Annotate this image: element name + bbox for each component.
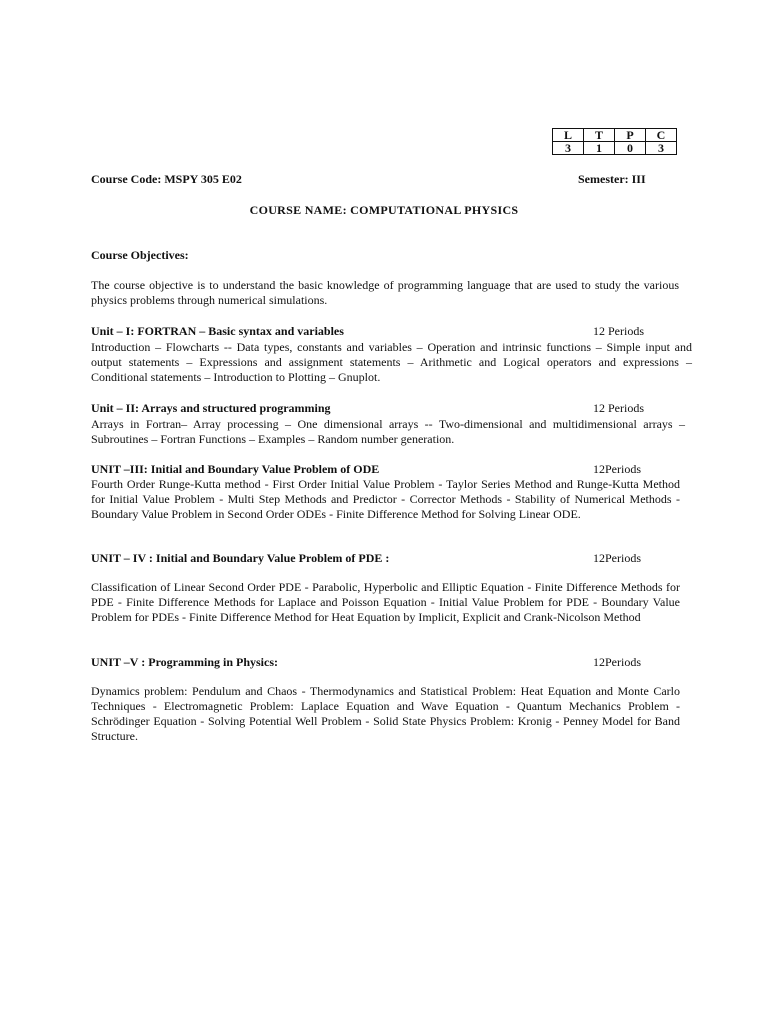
ltpc-header-c: C xyxy=(646,129,677,142)
objectives-text: The course objective is to understand the basic knowledge of programming language that are used to study the various physics problems through numerical simulations. xyxy=(91,278,679,307)
course-name-title: COURSE NAME: COMPUTATIONAL PHYSICS xyxy=(249,203,519,217)
ltpc-value-row xyxy=(553,142,677,155)
unit-2-periods: 12 Periods xyxy=(593,401,644,415)
unit-2-title: Unit – II: Arrays and structured programming xyxy=(91,401,331,415)
unit-5-description: Dynamics problem: Pendulum and Chaos - Thermodynamics and Statistical Problem: Heat Equation and Monte Carlo Techniques - Electromagnetic Problem: Laplace Equation and Wave Equation - Quantum Mechanics Problem - Schrödinger Equation - Solving Potential Well Problem - Solid State Physics Problem: Kronig - Penney Model for Band Structure. xyxy=(91,684,680,743)
semester: Semester: III xyxy=(578,172,646,186)
ltpc-value-c: 3 xyxy=(646,142,677,155)
unit-2-description: Arrays in Fortran– Array processing – One dimensional arrays -- Two-dimensional and multidimensional arrays – Subroutines – Fortran Functions – Examples – Random number generation. xyxy=(91,417,685,446)
unit-3-title: UNIT –III: Initial and Boundary Value Problem of ODE xyxy=(91,462,380,476)
unit-1-description: Introduction – Flowcharts -- Data types, constants and variables – Operation and intrinsic functions – Simple input and output statements – Expressions and assignment statements – Arithmetic and Logical operators and expressions – Conditional statements – Introduction to Plotting – Gnuplot. xyxy=(91,340,692,384)
ltpc-header-p: P xyxy=(615,129,646,142)
unit-5-periods: 12Periods xyxy=(593,655,641,669)
unit-3-description: Fourth Order Runge-Kutta method - First Order Initial Value Problem - Taylor Series Method and Runge-Kutta Method for Initial Value Problem - Multi Step Methods and Predictor - Corrector Methods - Stability of Numerical Methods - Boundary Value Problem in Second Order ODEs - Finite Difference Method for Solving Linear ODE. xyxy=(91,477,680,521)
ltpc-value-t: 1 xyxy=(584,142,615,155)
unit-1-periods: 12 Periods xyxy=(593,324,644,338)
ltpc-table xyxy=(552,128,677,155)
unit-4-title: UNIT – IV : Initial and Boundary Value Problem of PDE : xyxy=(91,551,390,565)
unit-4-description: Classification of Linear Second Order PDE - Parabolic, Hyperbolic and Elliptic Equation - Finite Difference Methods for PDE - Finite Difference Methods for Laplace and Poisson Equation - Initial Value Problem for PDE - Boundary Value Problem for PDEs - Finite Difference Method for Heat Equation by Implicit, Explicit and Crank-Nicolson Method xyxy=(91,580,680,624)
ltpc-header-row xyxy=(553,129,677,142)
unit-3-periods: 12Periods xyxy=(593,462,641,476)
unit-1-title: Unit – I: FORTRAN – Basic syntax and variables xyxy=(91,324,344,338)
ltpc-value-l: 3 xyxy=(553,142,584,155)
objectives-heading: Course Objectives: xyxy=(91,248,189,262)
ltpc-header-t: T xyxy=(584,129,615,142)
ltpc-value-p: 0 xyxy=(615,142,646,155)
course-code: Course Code: MSPY 305 E02 xyxy=(91,172,242,186)
unit-5-title: UNIT –V : Programming in Physics: xyxy=(91,655,279,669)
unit-4-periods: 12Periods xyxy=(593,551,641,565)
ltpc-header-l: L xyxy=(553,129,584,142)
